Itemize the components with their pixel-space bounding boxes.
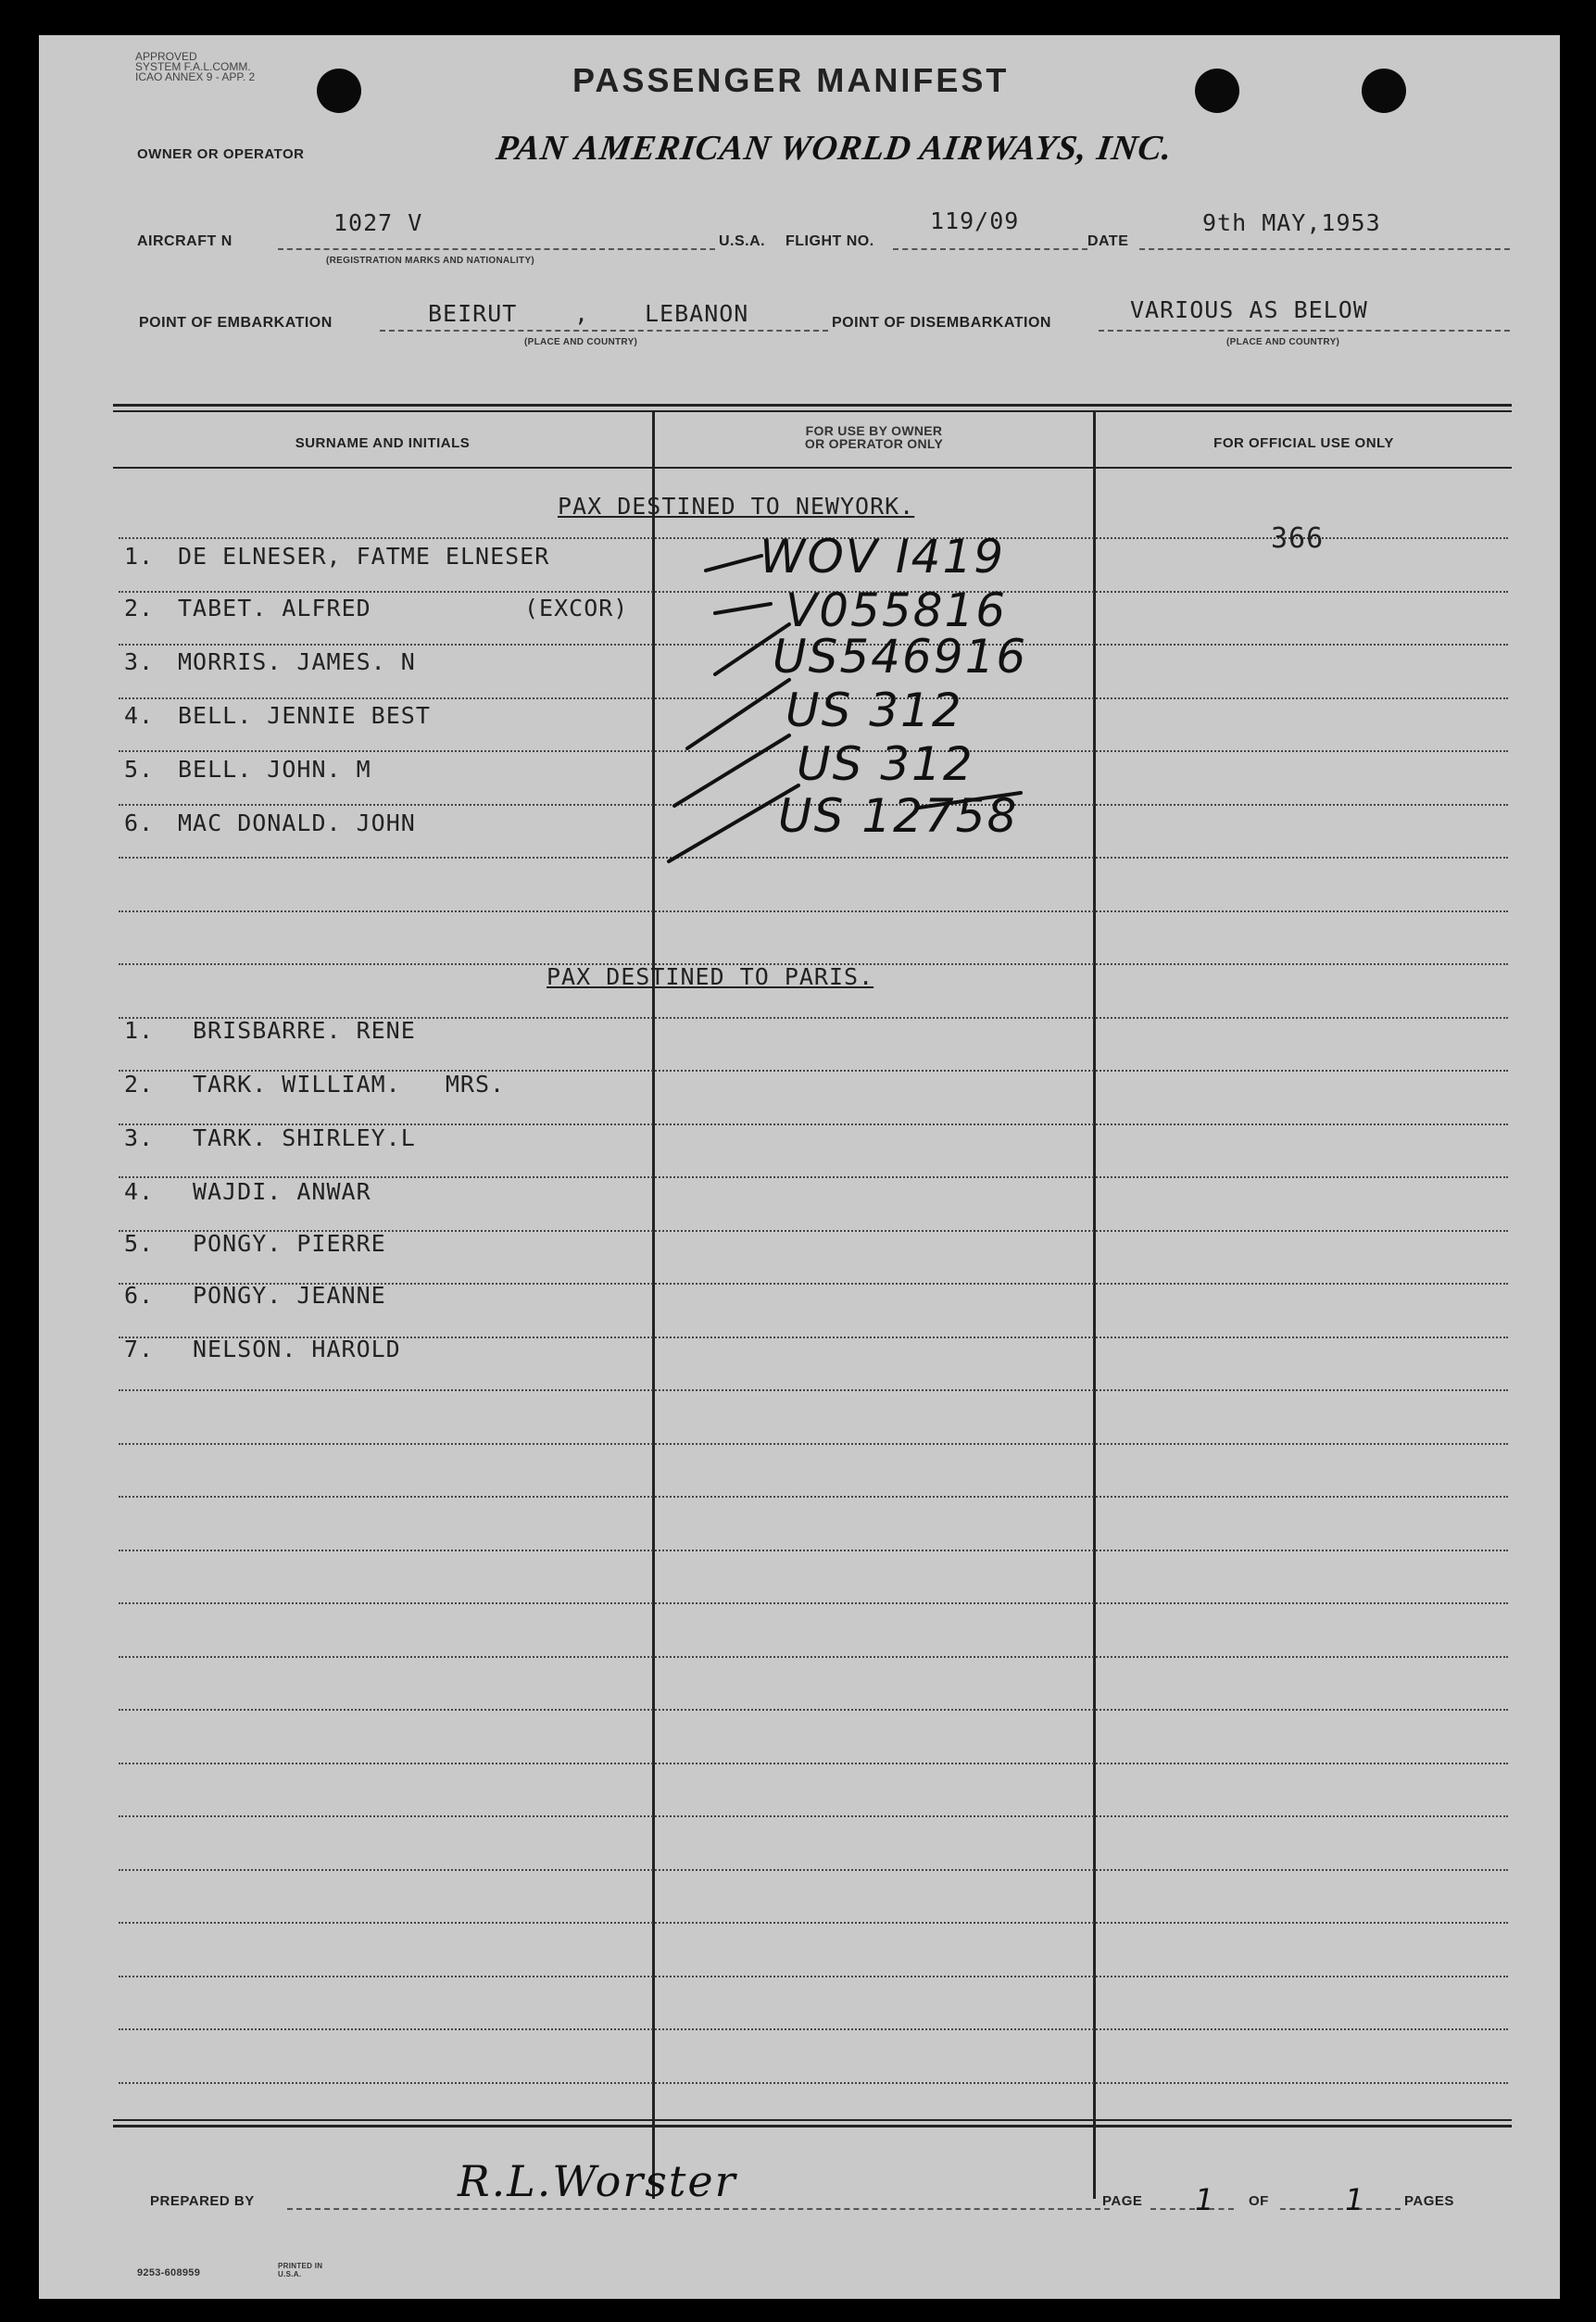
official-note: 366: [1271, 522, 1325, 555]
approval-line: APPROVED: [135, 50, 197, 63]
date-label: DATE: [1087, 233, 1129, 249]
passport-number: US 312: [785, 684, 963, 737]
disembarkation-label: POINT OF DISEMBARKATION: [832, 315, 1051, 331]
passenger-name: TABET. ALFRED: [178, 595, 371, 621]
passenger-number: 4.: [124, 702, 155, 729]
row-rule: [119, 1550, 1508, 1551]
approval-note: [135, 52, 255, 82]
aircraft-label: AIRCRAFT N: [137, 233, 232, 249]
passenger-number: 6.: [124, 810, 155, 836]
table-bottom-rule: [113, 2125, 1512, 2127]
section-heading-paris: PAX DESTINED TO PARIS.: [547, 963, 874, 990]
passenger-number: 2.: [124, 1071, 155, 1098]
row-rule: [119, 910, 1508, 912]
column-header-official: FOR OFFICIAL USE ONLY: [1213, 435, 1394, 451]
airline-name: PAN AMERICAN WORLD AIRWAYS, INC.: [494, 129, 1175, 168]
owner-label: OWNER OR OPERATOR: [137, 146, 305, 162]
row-rule: [119, 1976, 1508, 1977]
passenger-note: (EXCOR): [524, 595, 629, 621]
place-note: (PLACE AND COUNTRY): [524, 337, 638, 347]
row-rule: [119, 1602, 1508, 1604]
embarkation-city: BEIRUT: [428, 300, 518, 327]
row-rule: [119, 1443, 1508, 1445]
passenger-number: 1.: [124, 543, 155, 570]
passenger-number: 2.: [124, 595, 155, 621]
printed-note: PRINTED IN U.S.A.: [278, 2262, 323, 2278]
passenger-name: TARK. WILLIAM. MRS.: [193, 1071, 506, 1098]
passport-number: US 312: [797, 737, 974, 791]
punch-hole: [1195, 69, 1239, 113]
table-top-rule: [113, 410, 1512, 412]
section-heading-newyork: PAX DESTINED TO NEWYORK.: [558, 493, 915, 520]
passenger-name: PONGY. JEANNE: [193, 1282, 386, 1309]
punch-hole: [317, 69, 361, 113]
embarkation-label: POINT OF EMBARKATION: [139, 315, 333, 331]
passenger-number: 3.: [124, 648, 155, 675]
passenger-name: TARK. SHIRLEY.L: [193, 1124, 416, 1151]
row-rule: [119, 1709, 1508, 1711]
row-rule: [119, 1815, 1508, 1817]
column-header-owner-line: FOR USE BY OWNER: [805, 423, 943, 438]
page-label: PAGE: [1102, 2193, 1143, 2209]
row-rule: [119, 2082, 1508, 2084]
manifest-page: [39, 35, 1560, 2299]
passenger-name: BELL. JOHN. M: [178, 756, 371, 783]
of-label: OF: [1249, 2193, 1269, 2209]
row-rule: [119, 1763, 1508, 1764]
page-number: 1: [1195, 2182, 1216, 2217]
header-rule: [113, 467, 1512, 469]
table-bottom-rule: [113, 2119, 1512, 2121]
column-header-owner: [655, 424, 1093, 450]
page-total: 1: [1345, 2182, 1366, 2217]
signature: R.L.Worster: [458, 2156, 737, 2206]
check-stroke: [706, 556, 761, 571]
passenger-number: 3.: [124, 1124, 155, 1151]
check-stroke: [687, 680, 789, 748]
form-title: PASSENGER MANIFEST: [572, 61, 1010, 99]
underline-stroke: [919, 793, 1021, 808]
row-rule: [119, 2028, 1508, 2030]
flight-label: FLIGHT NO.: [785, 233, 874, 249]
form-number: 9253-608959: [137, 2267, 201, 2278]
embarkation-country: LEBANON: [645, 300, 749, 327]
prepared-by-label: PREPARED BY: [150, 2193, 255, 2209]
aircraft-value: 1027 V: [333, 209, 423, 236]
place-note: (PLACE AND COUNTRY): [1226, 337, 1340, 347]
passport-number: WOV I419: [760, 530, 1006, 584]
passenger-number: 4.: [124, 1178, 155, 1205]
approval-line: ICAO ANNEX 9 - APP. 2: [135, 70, 256, 83]
flight-date: 9th MAY,1953: [1202, 209, 1381, 236]
column-header-owner-line: OR OPERATOR ONLY: [804, 436, 944, 451]
passenger-name: MAC DONALD. JOHN: [178, 810, 416, 836]
row-rule: [119, 1656, 1508, 1658]
check-stroke: [715, 604, 771, 613]
row-rule: [119, 1389, 1508, 1391]
punch-hole: [1362, 69, 1406, 113]
passport-number: V055816: [785, 584, 1008, 637]
passenger-name: NELSON. HAROLD: [193, 1336, 401, 1362]
passenger-name: WAJDI. ANWAR: [193, 1178, 371, 1205]
disembarkation-value: VARIOUS AS BELOW: [1130, 296, 1368, 323]
passport-number: US546916: [773, 630, 1028, 684]
passenger-number: 6.: [124, 1282, 155, 1309]
row-rule: [119, 1496, 1508, 1498]
passenger-number: 7.: [124, 1336, 155, 1362]
passenger-name: BRISBARRE. RENE: [193, 1017, 416, 1044]
passenger-name: PONGY. PIERRE: [193, 1230, 386, 1257]
check-stroke: [715, 624, 789, 674]
column-header-surname: SURNAME AND INITIALS: [295, 435, 471, 451]
passenger-name: MORRIS. JAMES. N: [178, 648, 416, 675]
pages-label: PAGES: [1404, 2193, 1454, 2209]
passenger-name: BELL. JENNIE BEST: [178, 702, 431, 729]
check-marks: [650, 535, 1095, 906]
usa-label: U.S.A.: [719, 233, 766, 249]
passenger-number: 5.: [124, 1230, 155, 1257]
registration-note: (REGISTRATION MARKS AND NATIONALITY): [326, 256, 535, 266]
passenger-number: 1.: [124, 1017, 155, 1044]
flight-number: 119/09: [930, 207, 1020, 234]
table-top-rule: [113, 404, 1512, 407]
passport-number: US 12758: [778, 789, 1019, 843]
row-rule: [119, 1869, 1508, 1871]
embarkation-separator: ,: [574, 300, 590, 327]
passenger-number: 5.: [124, 756, 155, 783]
row-rule: [119, 1922, 1508, 1924]
approval-line: SYSTEM F.A.L.COMM.: [135, 60, 251, 73]
passenger-name: DE ELNESER, FATME ELNESER: [178, 543, 550, 570]
